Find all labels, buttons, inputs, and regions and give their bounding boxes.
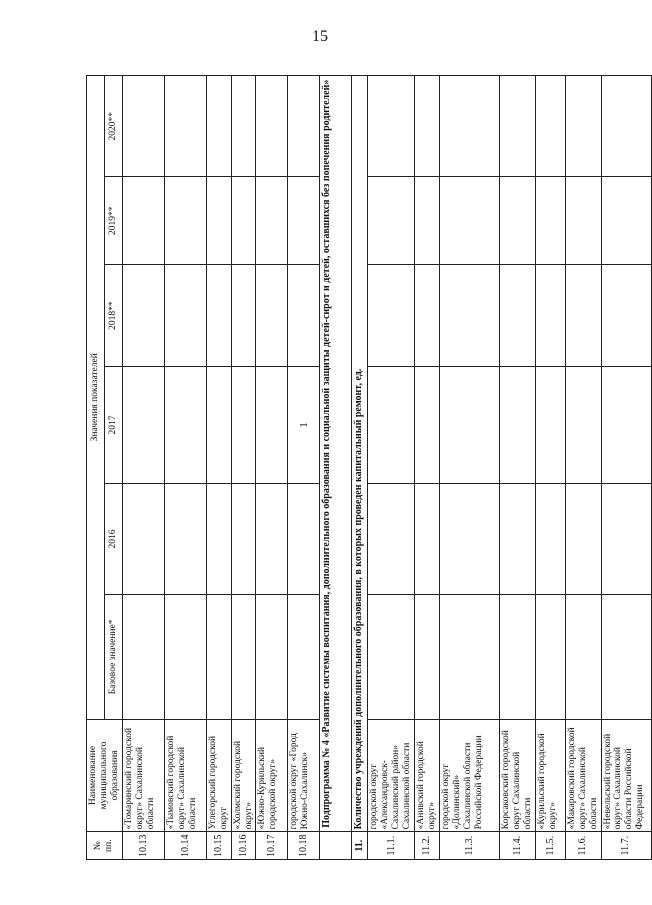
row-num: 10.17 [256,832,288,860]
row-name: городской округ «Город Южно-Сахалинск» [288,719,320,832]
table-row [565,76,601,860]
row-num: 11.7. [601,832,651,860]
row-num: 10.15 [206,832,231,860]
row-name: «Анивский городской округ» [415,719,440,832]
header-municipality: Наименование муниципального образования [87,719,123,832]
table-row [499,76,535,860]
row-value-2017 [122,367,164,483]
row-num: 10.16 [231,832,256,860]
header-2017: 2017 [104,367,122,483]
header-num: № пп. [87,832,123,860]
row-name: Углегорский городской округ [206,719,231,832]
row-name: Корсаковский городской округ Сахалинской области [499,719,535,832]
row-value-2017 [231,367,256,483]
table-row [288,76,320,860]
row-num: 10.13 [122,832,164,860]
row-num: 10.18 [288,832,320,860]
header-2019: 2019** [104,177,122,264]
header-base: Базовое значение* [104,595,122,719]
subprogram-title: Подпрограмма № 4 «Развитие системы воспитания, дополнительного образования и социальной защиты детей-сирот и детей, оставшихся без попечения родителей» [320,76,352,832]
table-row [439,76,499,860]
row-value-2017 [256,367,288,483]
row-num: 11.6. [565,832,601,860]
row-num: 11.5. [535,832,565,860]
row-num: 11.3. [439,832,499,860]
row-num: 10.14 [164,832,206,860]
indicator-num: 11. [352,832,368,860]
row-name: «Холмский городской округ» [231,719,256,832]
table-row [256,76,288,860]
row-name: «Курильский городской округ» [535,719,565,832]
row-num: 11.2. [415,832,440,860]
row-name: городской округ «Долинский» Сахалинской области Российской Федерации [439,719,499,832]
row-name: городской округ «Александровск-Сахалинский район» Сахалинской области [368,719,415,832]
header-2016: 2016 [104,483,122,595]
table-row [231,76,256,860]
row-name: «Макаровский городской округ» Сахалинской области [565,719,601,832]
row-name: «Тымовский городской округ» Сахалинской области [164,719,206,832]
table-row [415,76,440,860]
row-value-2017 [206,367,231,483]
row-value-2017: 1 [288,367,320,483]
row-num: 11.1. [368,832,415,860]
table-row [164,76,206,860]
subprogram-row [320,76,352,860]
header-2018: 2018** [104,264,122,366]
table-row [535,76,565,860]
row-num: 11.4. [499,832,535,860]
table-row [206,76,231,860]
row-name: «Южно-Курильский городской округ» [256,719,288,832]
table-row [368,76,415,860]
header-values-group: Значения показателей [87,76,105,720]
row-name: «Томаринский городской округ» Сахалинской области [122,719,164,832]
row-name: «Невельский городской округ» Сахалинской области Российской Федерации [601,719,651,832]
rotated-table-area [86,75,646,860]
indicator-row [352,76,368,860]
table-row [601,76,651,860]
indicators-table [86,75,652,860]
table-row [122,76,164,860]
row-value-2017 [164,367,206,483]
header-2020: 2020** [104,76,122,177]
page-number: 15 [312,28,328,45]
indicator-title: Количество учреждений дополнительного образования, в которых проведен капитальный ремонт, ед. [352,76,368,832]
